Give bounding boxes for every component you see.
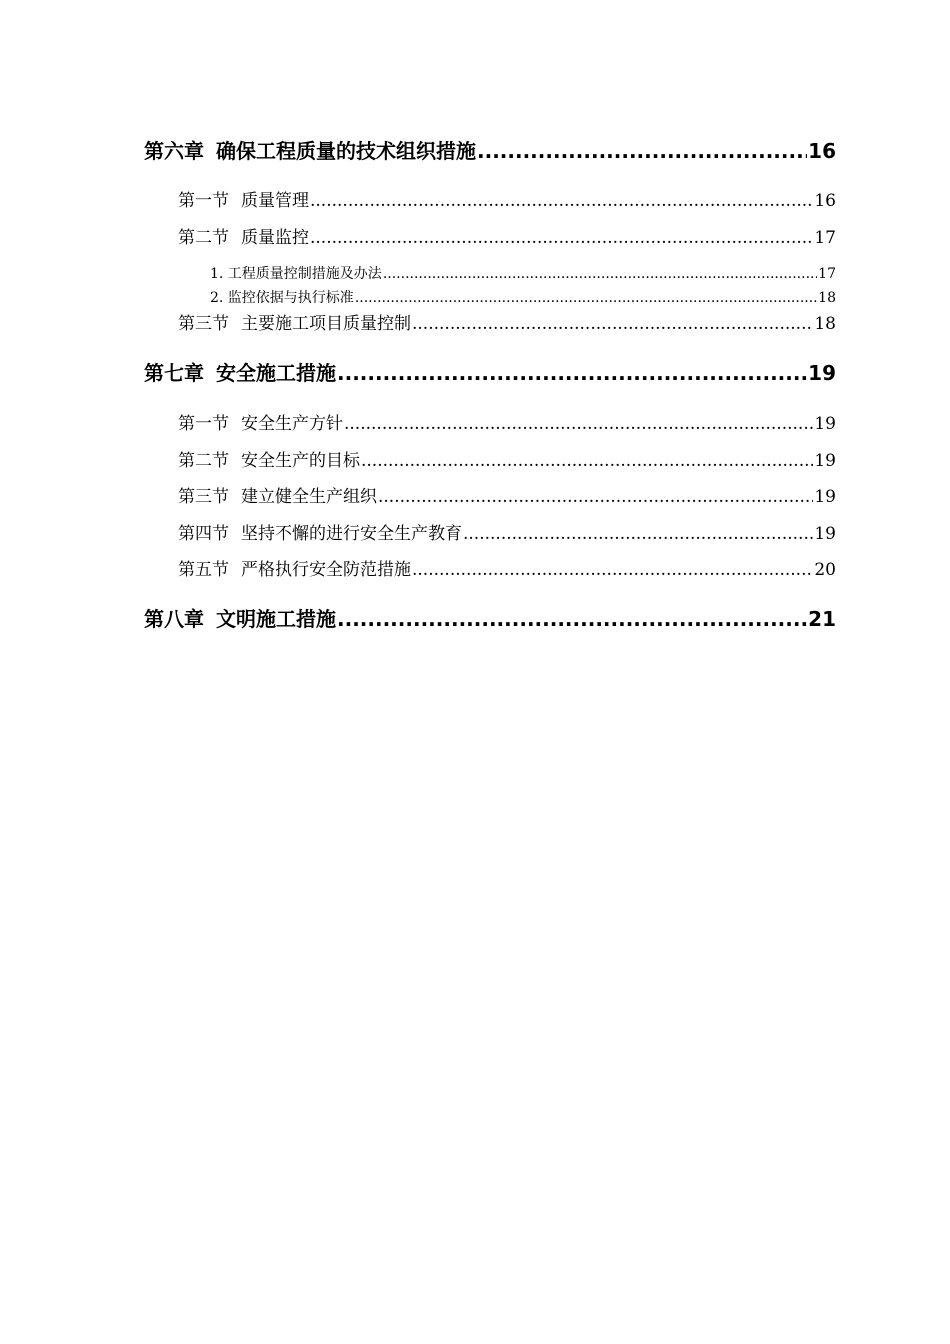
toc-chapter-label [144, 359, 336, 387]
chapter-title: 确保工程质量的技术组织措施 [216, 139, 476, 163]
page-number: 18 [814, 314, 836, 334]
toc-section-label [178, 558, 411, 582]
dot-leader [337, 605, 807, 633]
toc-section-6-3[interactable] [178, 312, 836, 336]
dot-leader [355, 288, 817, 308]
section-number: 第三节 [178, 487, 229, 507]
section-title: 质量管理 [241, 191, 309, 211]
page-number: 19 [814, 487, 836, 507]
subitem-title: 1. 工程质量控制措施及办法 [210, 266, 382, 282]
toc-section-7-3[interactable] [178, 485, 836, 509]
toc-section-7-2[interactable] [178, 449, 836, 473]
section-number: 第一节 [178, 414, 229, 434]
toc-section-6-2[interactable] [178, 226, 836, 250]
toc-subitem-6-2-2[interactable] [210, 288, 836, 308]
page-number: 19 [814, 524, 836, 544]
page-number: 17 [818, 266, 836, 282]
page-number: 20 [814, 560, 836, 580]
page-number: 19 [814, 451, 836, 471]
toc-chapter-8[interactable] [144, 605, 836, 633]
section-number: 第二节 [178, 228, 229, 248]
toc-section-label [178, 412, 343, 436]
section-title: 建立健全生产组织 [241, 487, 377, 507]
page-number: 18 [818, 290, 836, 306]
page-number: 16 [814, 191, 836, 211]
page-number: 19 [808, 361, 836, 385]
section-title: 坚持不懈的进行安全生产教育 [241, 524, 462, 544]
toc-section-6-1[interactable] [178, 189, 836, 213]
toc-section-label [178, 226, 309, 250]
toc-section-7-4[interactable] [178, 522, 836, 546]
toc-section-7-5[interactable] [178, 558, 836, 582]
section-title: 安全生产的目标 [241, 451, 360, 471]
dot-leader [412, 558, 813, 582]
toc-section-label [178, 449, 360, 473]
section-title: 质量监控 [241, 228, 309, 248]
toc-section-label [178, 189, 309, 213]
section-number: 第四节 [178, 524, 229, 544]
chapter-number: 第七章 [144, 361, 204, 385]
section-number: 第二节 [178, 451, 229, 471]
toc-section-7-1[interactable] [178, 412, 836, 436]
section-number: 第五节 [178, 560, 229, 580]
dot-leader [383, 264, 817, 284]
section-title: 安全生产方针 [241, 414, 343, 434]
page-number: 19 [814, 414, 836, 434]
dot-leader [361, 449, 813, 473]
page-number: 17 [814, 228, 836, 248]
dot-leader [378, 485, 813, 509]
dot-leader [310, 189, 813, 213]
toc-subitem-6-2-1[interactable] [210, 264, 836, 284]
subitem-title: 2. 监控依据与执行标准 [210, 290, 354, 306]
toc-section-label [178, 312, 411, 336]
dot-leader [412, 312, 813, 336]
toc-chapter-6[interactable] [144, 137, 836, 165]
chapter-title: 文明施工措施 [216, 607, 336, 631]
section-number: 第一节 [178, 191, 229, 211]
page-number: 21 [808, 607, 836, 631]
toc-section-label [178, 522, 462, 546]
dot-leader [477, 137, 807, 165]
section-title: 严格执行安全防范措施 [241, 560, 411, 580]
chapter-number: 第八章 [144, 607, 204, 631]
toc-section-label [178, 485, 377, 509]
dot-leader [337, 359, 807, 387]
chapter-number: 第六章 [144, 139, 204, 163]
section-title: 主要施工项目质量控制 [241, 314, 411, 334]
toc-chapter-label [144, 137, 476, 165]
section-number: 第三节 [178, 314, 229, 334]
page-number: 16 [808, 139, 836, 163]
dot-leader [344, 412, 813, 436]
toc-chapter-label [144, 605, 336, 633]
dot-leader [463, 522, 813, 546]
toc-chapter-7[interactable] [144, 359, 836, 387]
chapter-title: 安全施工措施 [216, 361, 336, 385]
dot-leader [310, 226, 813, 250]
